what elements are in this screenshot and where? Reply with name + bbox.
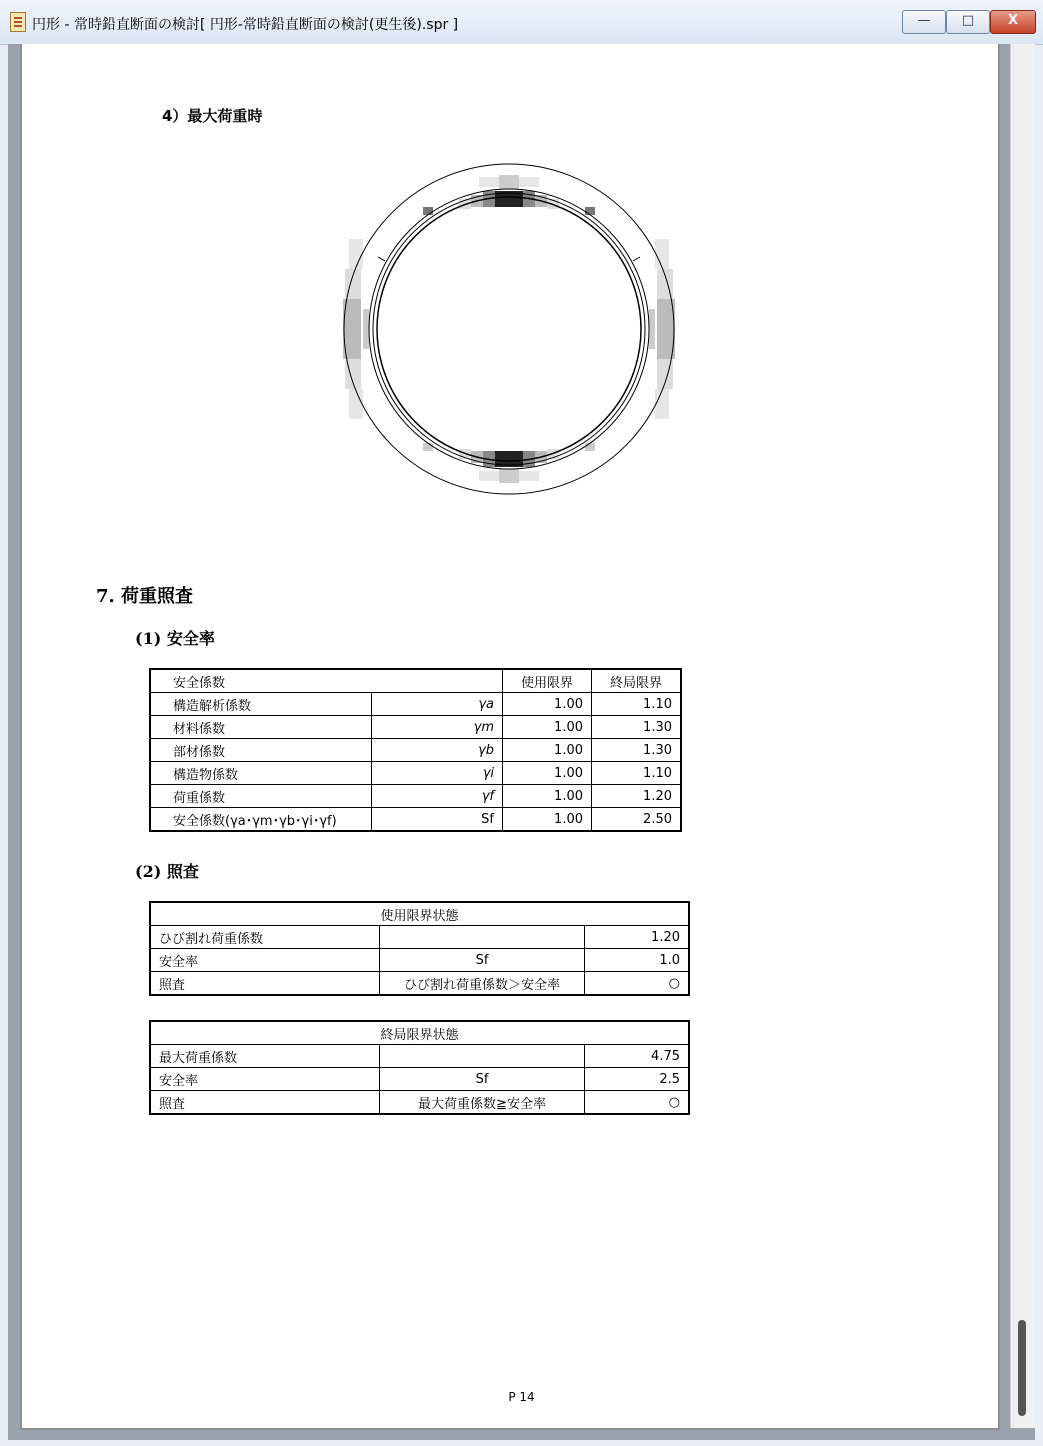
row-value: 2.5 [585,1068,690,1091]
table-row [150,762,681,785]
factor-service-value: 1.00 [503,693,592,716]
row-condition: Sf [380,949,585,972]
header-safety-factor: 安全係数 [150,669,503,693]
section-7-heading: 7. 荷重照査 [96,586,194,607]
row-value: 4.75 [585,1045,690,1068]
maximize-button[interactable]: □ [946,10,990,34]
factor-ultimate-value: 1.30 [592,739,682,762]
factor-service-value: 1.00 [503,716,592,739]
row-condition: 最大荷重係数≧安全率 [380,1091,585,1115]
check-result-ok-mark: ○ [585,1091,690,1115]
row-label: 安全率 [150,1068,380,1091]
check-result-ok-mark: ○ [585,972,690,996]
inner-ring [377,197,641,461]
table-row [150,808,681,832]
row-condition [380,926,585,949]
factor-name: 部材係数 [150,739,372,762]
document-icon [10,12,26,32]
factor-symbol: γb [372,739,503,762]
row-label: ひび割れ荷重係数 [150,926,380,949]
factor-service-value: 1.00 [503,739,592,762]
factor-symbol: γf [372,785,503,808]
table-row [150,1068,689,1091]
safety-rate-heading: (1) 安全率 [135,629,215,648]
minimize-button[interactable]: — [902,10,946,34]
row-label: 安全率 [150,949,380,972]
check-heading: (2) 照査 [135,862,199,881]
outer-ring [344,164,674,494]
table-header-row [150,902,689,926]
table-row [150,926,689,949]
stress-shading [343,175,675,483]
factor-name: 構造物係数 [150,762,372,785]
header-service-limit: 使用限界 [503,669,592,693]
row-condition: Sf [380,1068,585,1091]
window-title: 円形 - 常時鉛直断面の検討[ 円形-常時鉛直断面の検討(更生後).spr ] [32,17,459,33]
factor-service-value: 1.00 [503,785,592,808]
factor-name: 構造解析係数 [150,693,372,716]
service-limit-title: 使用限界状態 [150,902,689,926]
section-4-heading: 4）最大荷重時 [162,107,263,125]
ultimate-limit-table [149,1020,690,1115]
page-number: P 14 [508,1390,535,1404]
factor-symbol: γi [372,762,503,785]
row-label: 照査 [150,1091,380,1115]
row-label: 照査 [150,972,380,996]
factor-service-value: 1.00 [503,762,592,785]
ring-stress-diagram [340,160,678,498]
table-row [150,1045,689,1068]
factor-service-value: 1.00 [503,808,592,832]
factor-ultimate-value: 1.10 [592,693,682,716]
factor-name: 安全係数(γa･γm･γb･γi･γf) [150,808,372,832]
factor-ultimate-value: 1.30 [592,716,682,739]
vertical-scrollbar[interactable] [1010,44,1035,1428]
factor-symbol: γm [372,716,503,739]
factor-ultimate-value: 2.50 [592,808,682,832]
factor-name: 荷重係数 [150,785,372,808]
row-condition [380,1045,585,1068]
close-button[interactable]: X [990,10,1036,34]
header-ultimate-limit: 終局限界 [592,669,682,693]
table-row [150,693,681,716]
table-row [150,785,681,808]
factor-symbol: γa [372,693,503,716]
table-row [150,716,681,739]
service-limit-table [149,901,690,996]
row-label: 最大荷重係数 [150,1045,380,1068]
row-value: 1.20 [585,926,690,949]
factor-ultimate-value: 1.10 [592,762,682,785]
table-row [150,972,689,996]
safety-factor-table [149,668,682,832]
table-row [150,1091,689,1115]
ultimate-limit-title: 終局限界状態 [150,1021,689,1045]
table-header-row [150,669,681,693]
middle-ring [369,189,649,469]
table-header-row [150,1021,689,1045]
factor-name: 材料係数 [150,716,372,739]
table-row [150,949,689,972]
inner-ring-outer-edge [373,193,645,465]
row-condition: ひび割れ荷重係数＞安全率 [380,972,585,996]
factor-symbol: Sf [372,808,503,832]
title-bar[interactable] [0,0,1043,45]
row-value: 1.0 [585,949,690,972]
table-row [150,739,681,762]
factor-ultimate-value: 1.20 [592,785,682,808]
